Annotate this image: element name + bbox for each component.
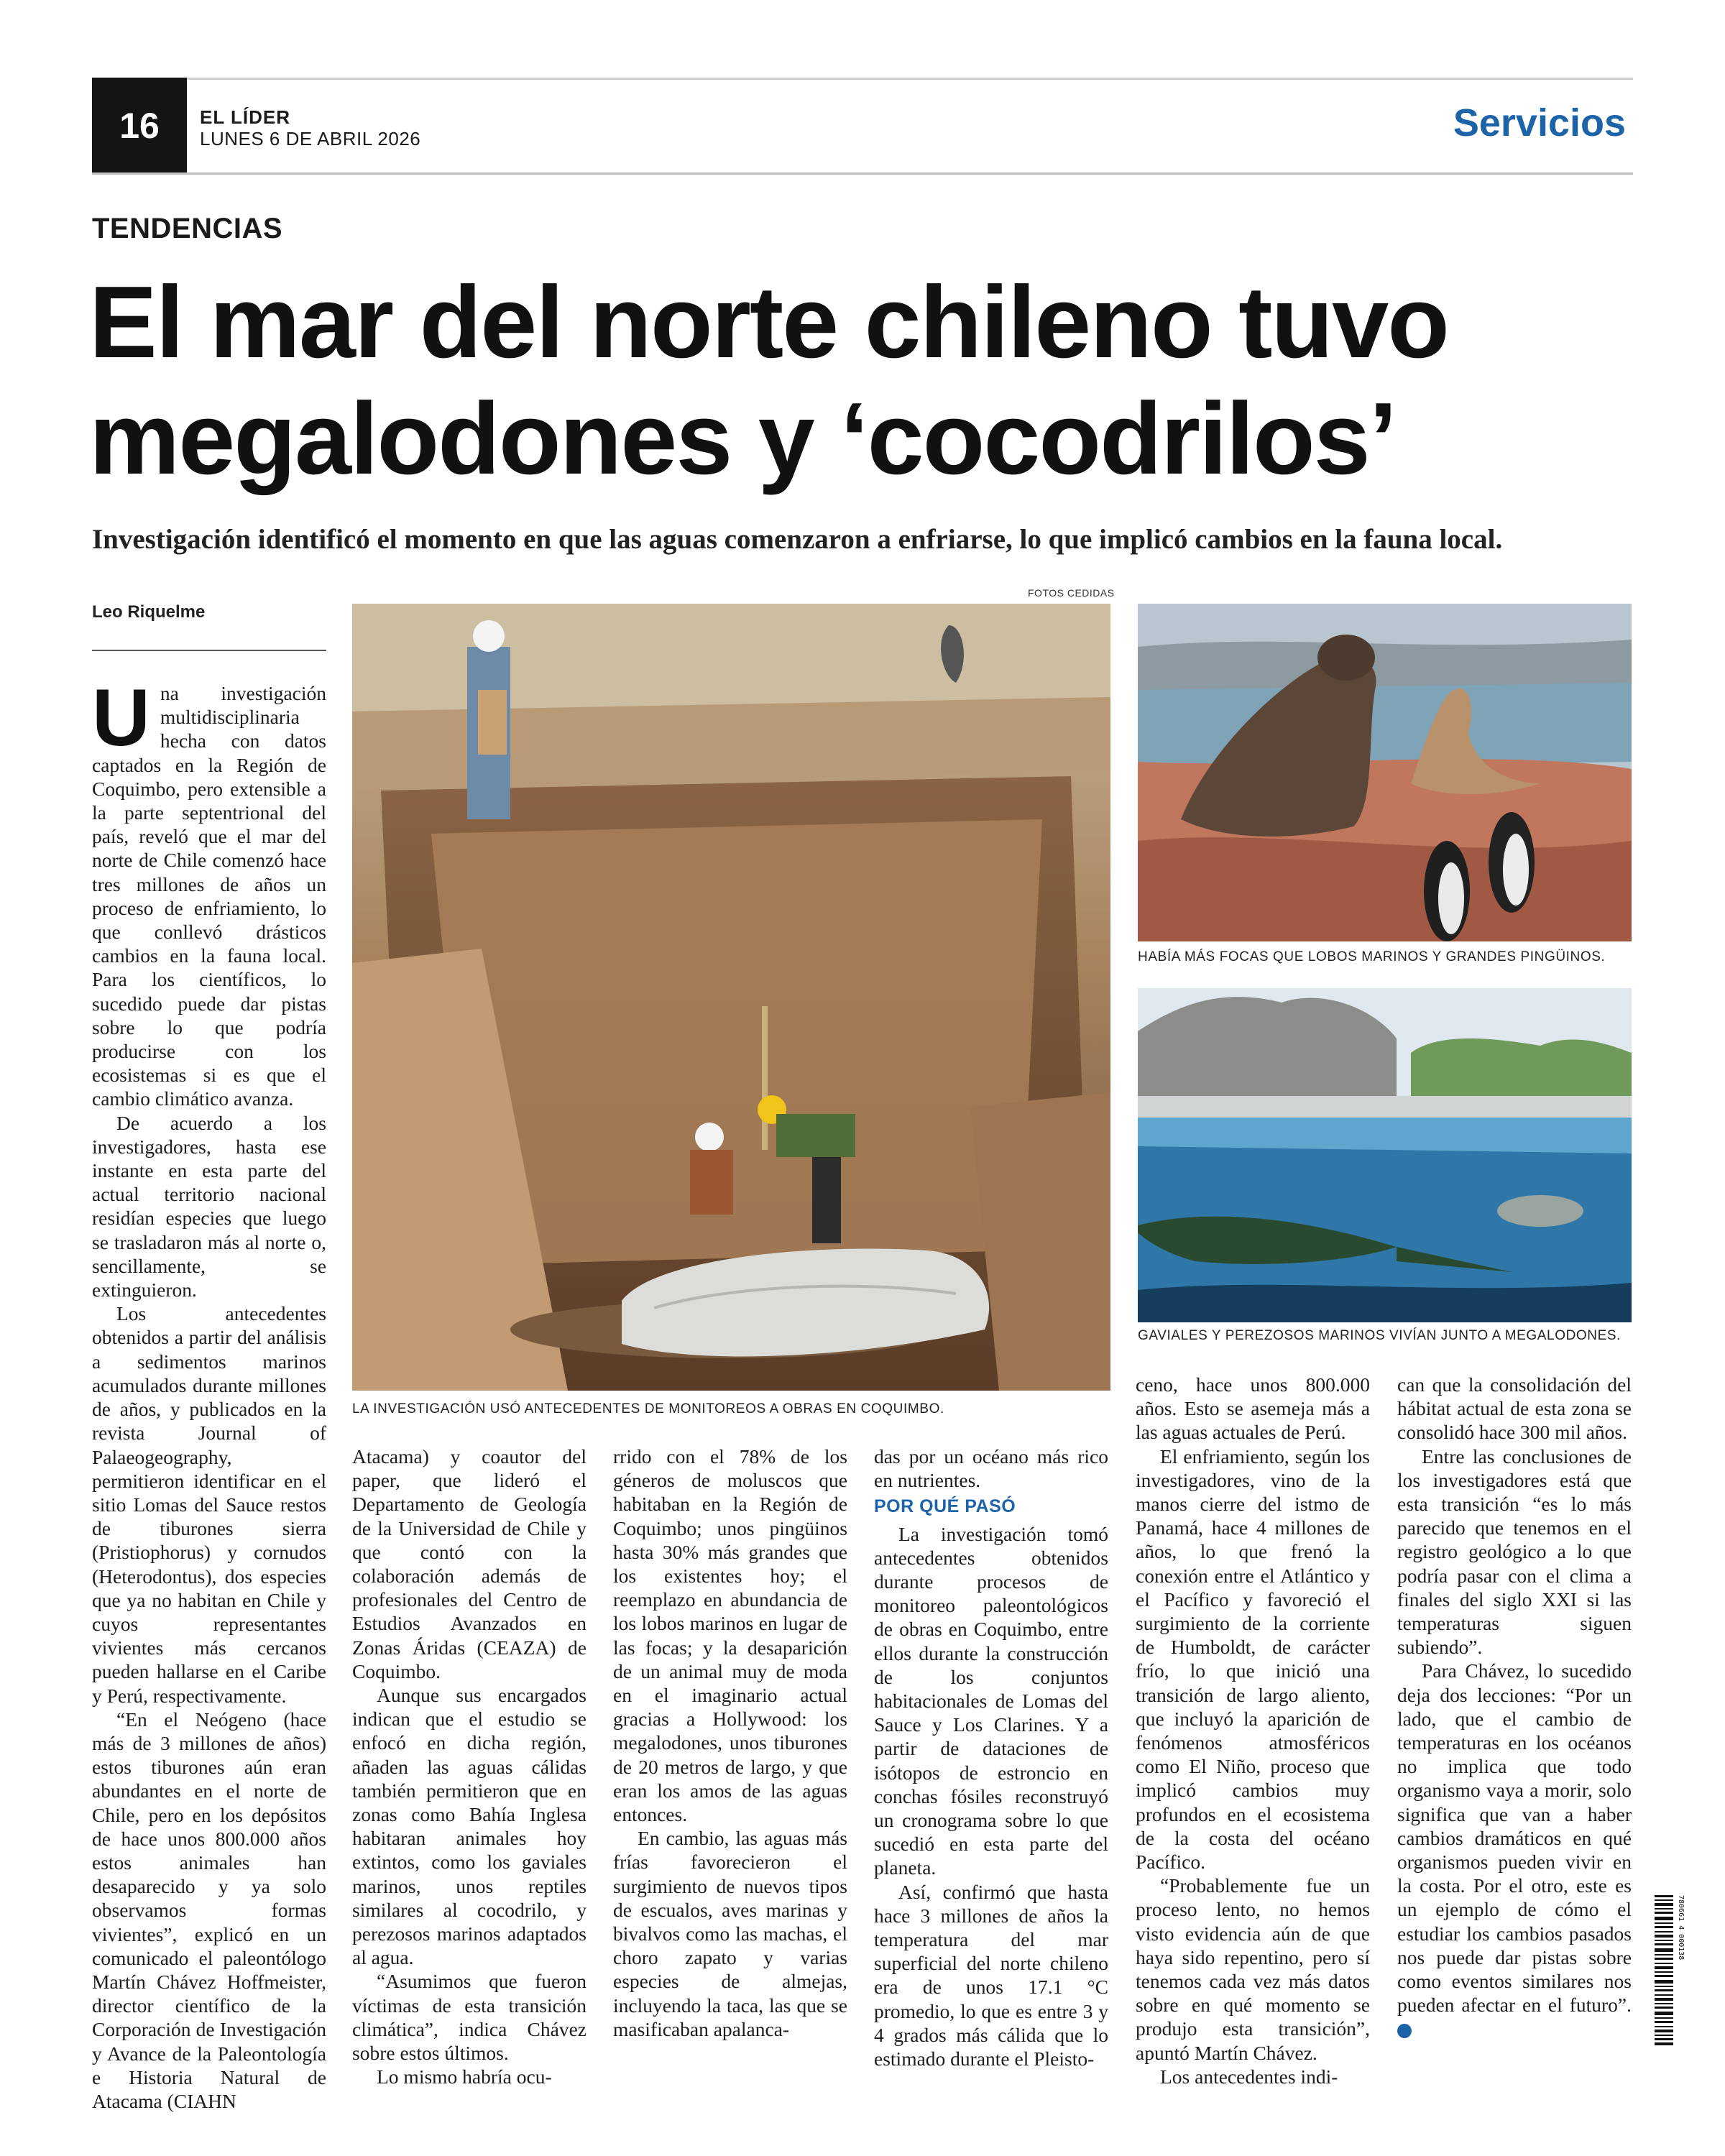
article-paragraph: rrido con el 78% de los géneros de moluscos que habitaban en la Región de Coquimbo; unos pingüinos hasta 30% más grandes que los existentes hoy; el reemplazo en abundancia de los lobos marinos en lugar de las focas; y la desaparición de un animal muy de moda en el imaginario actual gracias a Hollywood: los megalodones, unos tiburones de 20 metros de largo, y que eran los amos de las aguas entonces. (613, 1445, 847, 1826)
end-of-article-icon: ✪ (1397, 2024, 1412, 2038)
article-paragraph: Los antecedentes obtenidos a partir del análisis a sedimentos marinos acumulados durante millones de años, y publicados en la revista Journal of Palaeogeography, permitieron identificar en el sitio Lomas del Sauce restos de tiburones sierra (Pristiophorus) y cornudos (Heterodontus), dos especies que ya no habitan en Chile y cuyos representantes vivientes más cercanos pueden hallarse en el Caribe y Perú, respectivamente. (92, 1302, 326, 1707)
article-paragraph (92, 673, 326, 1111)
article-paragraph (1397, 1659, 1632, 2040)
article-paragraph: La investigación tomó antecedentes obtenidos durante procesos de monitoreo paleontológicos de obras en Coquimbo, entre ellos durante la construcción de los conjuntos habitacionales de Lomas del Sauce y Los Clarines. Y a partir de dataciones de isótopos de estroncio en conchas fósiles reconstruyó un cronograma sobre lo que sucedió en esta parte del planeta. (874, 1522, 1108, 1879)
article-paragraph: can que la consolidación del hábitat actual de esta zona se consolidó hace 300 mil años. (1397, 1373, 1632, 1444)
photo-seals-caption: HABÍA MÁS FOCAS QUE LOBOS MARINOS Y GRANDES PINGÜINOS. (1138, 949, 1606, 964)
article-paragraph: “Probablemente fue un proceso lento, no hemos visto evidencia aún de que haya sido repentino, pero sí tenemos cada vez más datos sobre en qué momento se produjo esta transición”, apuntó Martín Chávez. (1136, 1874, 1370, 2064)
publication-date: LUNES 6 DE ABRIL 2026 (200, 128, 421, 149)
photo-excavation-caption: LA INVESTIGACIÓN USÓ ANTECEDENTES DE MONITOREOS A OBRAS EN COQUIMBO. (352, 1401, 944, 1416)
header-rule (92, 172, 1633, 175)
article-column-4 (874, 1445, 1108, 2070)
article-paragraph: “Asumimos que fueron víctimas de esta transición climática”, indica Chávez sobre estos últimos. (352, 1970, 586, 2065)
article-paragraph: De acuerdo a los investigadores, hasta ese instante en esta parte del actual territorio nacional residían especies que luego se trasladaron más al norte o, sencillamente, se extinguieron. (92, 1111, 326, 1302)
article-column-2 (352, 1445, 586, 2088)
photo-gharials-sloths (1138, 988, 1632, 1322)
article-column-5 (1136, 1373, 1370, 2088)
byline-rule (92, 650, 326, 651)
photo-excavation (352, 604, 1110, 1391)
article-paragraph: En cambio, las aguas más frías favorecieron el surgimiento de nuevos tipos de escualos, aves marinas y bivalvos como las machas, el choro zapato y varias especies de almejas, incluyendo la taca, las que se masificaban apalanca- (613, 1827, 847, 2040)
article-deck: Investigación identificó el momento en que las aguas comenzaron a enfriarse, lo que implicó cambios en la fauna local. (92, 524, 1503, 555)
article-headline: El mar del norte chileno tuvo megalodones y ‘cocodrilos’ (89, 265, 1448, 496)
article-paragraph: Así, confirmó que hasta hace 3 millones de años la temperatura del mar superficial del norte chileno era de unos 17.1 °C promedio, lo que es entre 3 y 4 grados más cálida que lo estimado durante el Pleisto- (874, 1880, 1108, 2070)
photo-credit: FOTOS CEDIDAS (1028, 587, 1115, 599)
paragraph-text: na investigación multidisciplinaria hecha con datos captados en la Región de Coquimbo, pero extensible a la parte septentrional del país, reveló que el mar del norte de Chile comenzó hace tres millones de años un proceso de enfriamiento, lo que conllevó drásticos cambios en la fauna local. Para los científicos, lo sucedido puede dar pistas sobre lo que podría producirse con los ecosistemas si es que el cambio climático avanza. (92, 682, 326, 1110)
article-paragraph: Los antecedentes indi- (1160, 2065, 1338, 2088)
barcode (1655, 1895, 1685, 2046)
drop-cap: U (92, 673, 150, 763)
barcode-number: 780661 4 000138 (1677, 1895, 1685, 1961)
article-paragraph: ceno, hace unos 800.000 años. Esto se asemeja más a las aguas actuales de Perú. (1136, 1373, 1370, 1444)
article-paragraph: El enfriamiento, según los investigadores, vino de la manos cierre del istmo de Panamá, hace 4 millones de años, lo que frenó la conexión entre el Atlántico y el Pacífico y favoreció el surgimiento de la corriente de Humboldt, de carácter frío, lo que inició una transición de largo aliento, que incluyó la aparición de fenómenos atmosféricos como El Niño, proceso que implicó cambios muy profundos en el ecosistema de la costa del océano Pacífico. (1136, 1445, 1370, 1874)
article-paragraph: Lo mismo habría ocu- (377, 2065, 552, 2088)
article-paragraph: Aunque sus encargados indican que el estudio se enfocó en dicha región, añaden las aguas cálidas también permitieron que en zonas como Bahía Inglesa habitaran animales hoy extintos, como los gaviales marinos, unos reptiles similares al cocodrilo, y perezosos marinos adaptados al agua. (352, 1684, 586, 1969)
article-column-6 (1397, 1373, 1632, 2041)
publication-name: EL LÍDER (200, 106, 290, 128)
article-paragraph: das por un océano más rico en nutrientes. (874, 1445, 1108, 1492)
photo-gharials-caption: GAVIALES Y PEREZOSOS MARINOS VIVÍAN JUNTO A MEGALODONES. (1138, 1328, 1622, 1343)
photo-seals-penguins (1138, 604, 1632, 941)
section-subhead: POR QUÉ PASÓ (874, 1496, 1016, 1517)
paragraph-text: Para Chávez, lo sucedido deja dos lecciones: “Por un lado, que el cambio de temperaturas en los océanos no implica que todo organismo vaya a morir, solo significa que van a haber cambios dramáticos en qué organismos pueden vivir en la costa. Por el otro, este es un ejemplo de cómo el estudiar los cambios pasados nos puede dar pistas sobre como eventos similares nos pueden afectar en el futuro”. (1397, 1659, 1632, 2017)
article-paragraph: Atacama) y coautor del paper, que lideró el Departamento de Geología de la Universidad de Chile y que contó con la colaboración además de profesionales del Centro de Estudios Avanzados en Zonas Áridas (CEAZA) de Coquimbo. (352, 1445, 586, 1682)
article-kicker: TENDENCIAS (92, 213, 283, 244)
article-column-3 (613, 1445, 847, 2041)
article-byline: Leo Riquelme (92, 602, 206, 622)
article-paragraph: “En el Neógeno (hace más de 3 millones de años) estos tiburones aún eran abundantes en el norte de Chile, pero en los depósitos de hace unos 800.000 años estos animales han desaparecido y ya solo observamos formas vivientes”, explicó en un comunicado el paleontólogo Martín Chávez Hoffmeister, director científico de la Corporación de Investigación y Avance de la Paleontología e Historia Natural de Atacama (CIAHN (92, 1708, 326, 2112)
article-paragraph: Entre las conclusiones de los investigadores está que esta transición “es lo más parecido que tenemos en el registro geológico a lo que podría pasar con el clima a finales del siglo XXI si las temperaturas siguen subiendo”. (1397, 1445, 1632, 1659)
section-name: Servicios (1453, 101, 1626, 144)
header-top-rule (92, 78, 1633, 80)
page-number: 16 (92, 78, 187, 174)
article-column-1 (92, 673, 326, 2113)
